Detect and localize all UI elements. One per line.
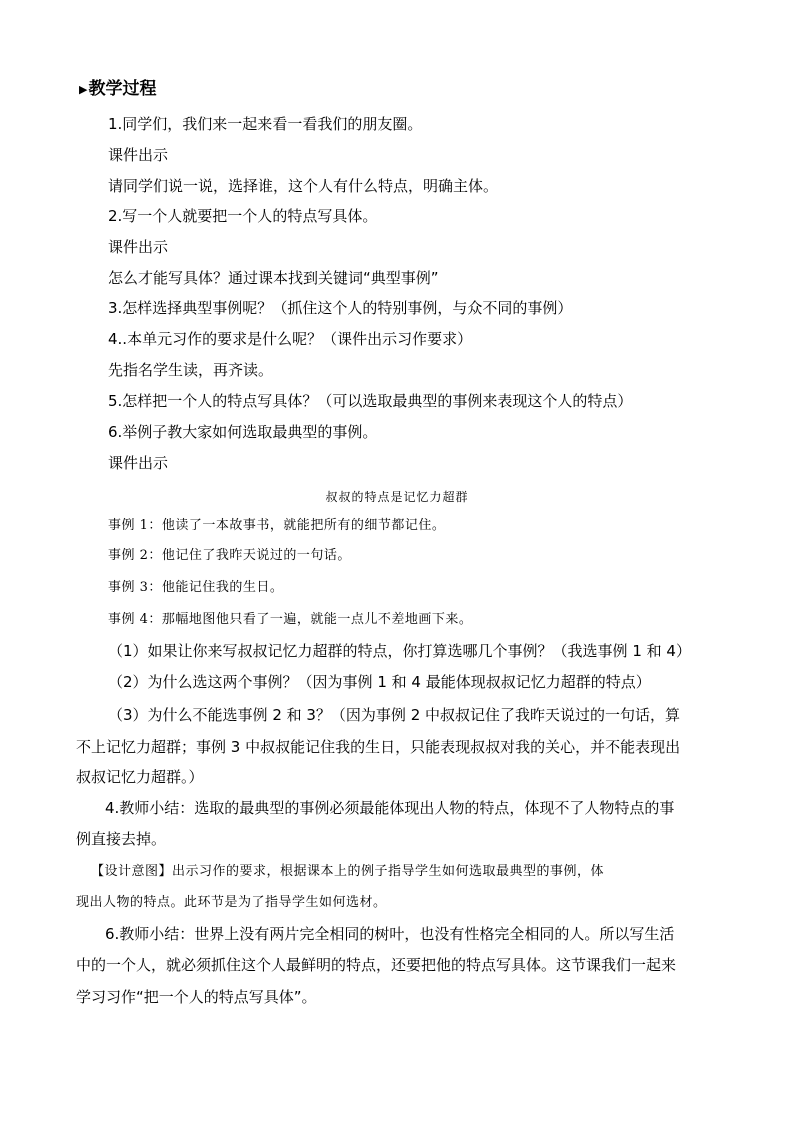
conclusion-line: 中的一个人，就必须抓住这个人最鲜明的特点，还要把他的特点写具体。这节课我们一起来: [76, 956, 677, 974]
question-line: 叔叔记忆力超群。）: [76, 768, 204, 786]
summary-line: 例直接去掉。: [76, 830, 167, 848]
design-intent-line: 【设计意图】出示习作的要求，根据课本上的例子指导学生如何选取最典型的事例，体: [91, 864, 605, 879]
conclusion-line: 6.教师小结：世界上没有两片完全相同的树叶，也没有性格完全相同的人。所以写生活: [105, 925, 675, 943]
paragraph-line: 先指名学生读，再齐读。: [108, 361, 274, 379]
paragraph-line: 2.写一个人就要把一个人的特点写具体。: [108, 207, 378, 225]
example-item: 事例 2：他记住了我昨天说过的一句话。: [108, 548, 351, 563]
paragraph-line: 课件出示: [108, 454, 169, 472]
question-line: 不上记忆力超群；事例 3 中叔叔能记住我的生日，只能表现叔叔对我的关心，并不能表现出: [76, 738, 681, 756]
question-line: （3）为什么不能选事例 2 和 3？（因为事例 2 中叔叔记住了我昨天说过的一句话，算: [108, 706, 681, 724]
section-title: 教学过程: [88, 79, 157, 99]
design-intent-line: 现出人物的特点。此环节是为了指导学生如何选材。: [76, 895, 387, 910]
question-line: （1）如果让你来写叔叔记忆力超群的特点，你打算选哪几个事例？（我选事例 1 和 4）: [108, 642, 691, 660]
paragraph-line: 课件出示: [108, 238, 169, 256]
paragraph-line: 4..本单元习作的要求是什么呢？（课件出示习作要求）: [108, 330, 473, 348]
paragraph-line: 3.怎样选择典型事例呢？（抓住这个人的特别事例，与众不同的事例）: [108, 299, 573, 317]
paragraph-line: 1.同学们，我们来一起来看一看我们的朋友圈。: [108, 115, 423, 133]
example-item: 事例 4：那幅地图他只看了一遍，就能一点儿不差地画下来。: [108, 612, 473, 627]
paragraph-line: 怎么才能写具体？通过课本找到关键词“典型事例”: [108, 269, 439, 287]
section-heading: [79, 79, 156, 100]
summary-line: 4.教师小结：选取的最典型的事例必须最能体现出人物的特点，体现不了人物特点的事: [105, 799, 675, 817]
paragraph-line: 6.举例子教大家如何选取最典型的事例。: [108, 423, 378, 441]
conclusion-line: 学习习作“把一个人的特点写具体”。: [76, 988, 317, 1006]
example-item: 事例 1：他读了一本故事书，就能把所有的细节都记住。: [108, 518, 446, 533]
question-line: （2）为什么选这两个事例？（因为事例 1 和 4 最能体现叔叔记忆力超群的特点）: [108, 673, 651, 691]
example-item: 事例 3：他能记住我的生日。: [108, 580, 284, 595]
paragraph-line: 课件出示: [108, 146, 169, 164]
slide-title: 叔叔的特点是记忆力超群: [325, 490, 469, 504]
paragraph-line: 请同学们说一说，选择谁，这个人有什么特点，明确主体。: [108, 177, 499, 195]
paragraph-line: 5.怎样把一个人的特点写具体？（可以选取最典型的事例来表现这个人的特点）: [108, 392, 633, 410]
triangle-right-icon: ▶: [79, 83, 88, 96]
